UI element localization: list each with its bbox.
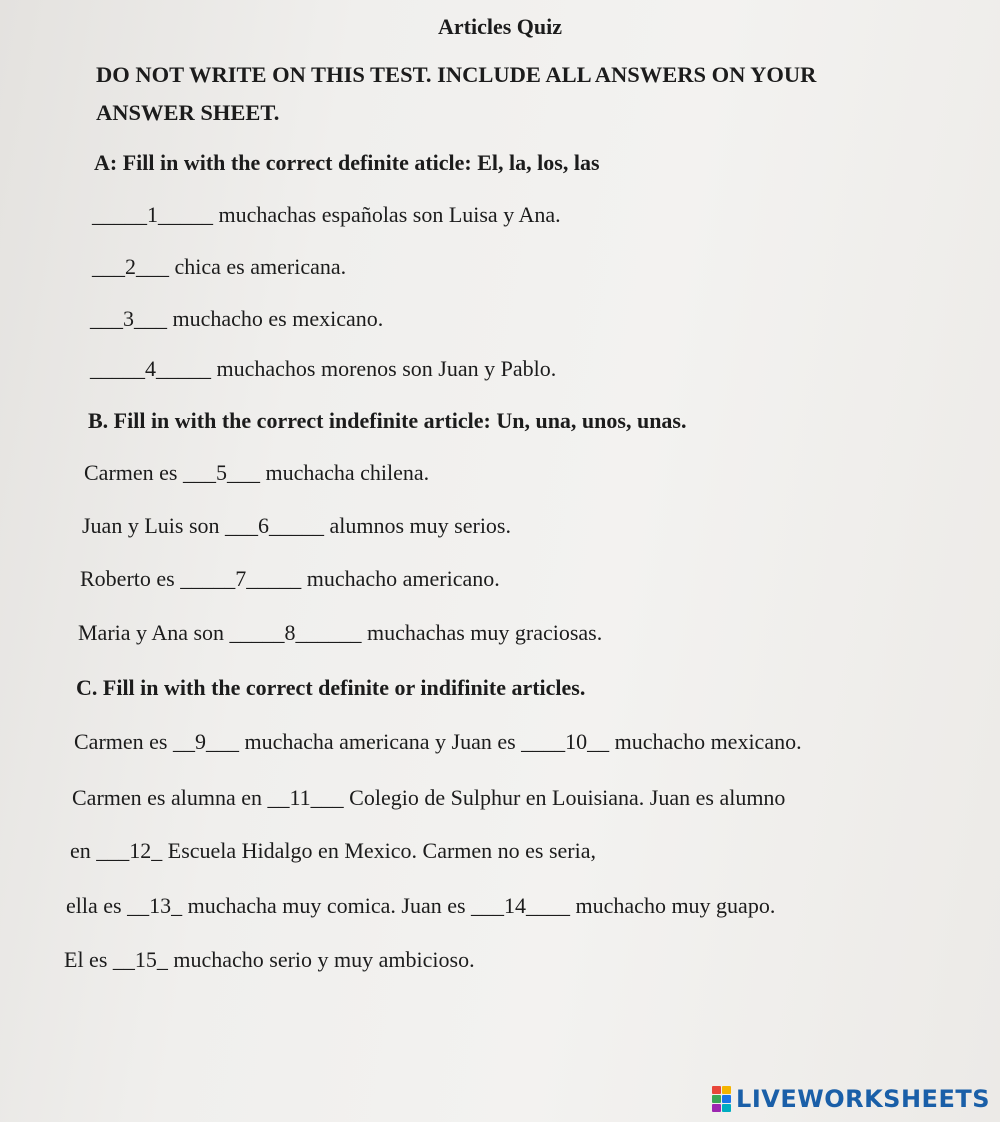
answer-blank-5: ___5___ <box>182 460 260 485</box>
section-c-line-4: ella es __13_ muchacha muy comica. Juan es ___14____ muchacho muy guapo. <box>66 893 776 918</box>
section-b-item-8 <box>78 620 602 646</box>
answer-blank-8: _____8______ <box>229 620 362 645</box>
section-c-line-5: El es __15_ muchacho serio y muy ambicioso. <box>64 947 475 972</box>
section-a-item-2 <box>92 254 346 280</box>
answer-blank-4: _____4_____ <box>90 356 211 381</box>
item-prefix: Maria y Ana son <box>78 620 230 645</box>
page-title: Articles Quiz <box>437 14 563 39</box>
item-text: muchachas muy graciosas. <box>361 620 603 645</box>
section-a-item-4 <box>90 356 556 382</box>
section-c-line-3: en ___12_ Escuela Hidalgo en Mexico. Carmen no es seria, <box>70 838 597 863</box>
answer-blank-7: _____7_____ <box>180 566 302 591</box>
answer-blank-2: ___2___ <box>92 254 169 279</box>
item-text: muchacho americano. <box>301 566 500 591</box>
section-a-item-1 <box>92 202 561 228</box>
section-c-line-2: Carmen es alumna en __11___ Colegio de Sulphur en Louisiana. Juan es alumno <box>72 785 786 810</box>
item-text: muchacho es mexicano. <box>167 306 384 331</box>
item-text: chica es americana. <box>169 254 347 279</box>
section-a-item-3 <box>90 306 383 332</box>
section-b-item-5 <box>84 460 429 486</box>
item-text: alumnos muy serios. <box>324 513 511 538</box>
logo-square <box>712 1086 721 1094</box>
section-c-line-1: Carmen es __9___ muchacha americana y Juan es ____10__ muchacho mexicano. <box>74 729 802 754</box>
logo-icon <box>712 1086 732 1112</box>
answer-blank-1: _____1_____ <box>92 202 213 227</box>
item-prefix: Roberto es <box>80 566 181 591</box>
item-prefix: Carmen es <box>84 460 183 485</box>
section-b-item-7 <box>80 566 500 592</box>
logo-square <box>722 1095 731 1103</box>
liveworksheets-logo <box>712 1084 990 1114</box>
section-c-heading: C. Fill in with the correct definite or indifinite articles. <box>76 675 586 700</box>
section-a-heading: A: Fill in with the correct definite aticle: El, la, los, las <box>94 150 600 175</box>
instructions-line-2: ANSWER SHEET. <box>96 100 280 125</box>
item-text: muchachas españolas son Luisa y Ana. <box>213 202 561 227</box>
item-text: muchacha chilena. <box>259 460 430 485</box>
logo-square <box>722 1104 731 1112</box>
answer-blank-6: ___6_____ <box>225 513 324 538</box>
answer-blank-3: ___3___ <box>90 306 167 331</box>
item-text: muchachos morenos son Juan y Pablo. <box>211 356 557 381</box>
logo-text: LIVEWORKSHEETS <box>736 1085 990 1113</box>
logo-square <box>712 1104 721 1112</box>
logo-square <box>712 1095 721 1103</box>
section-b-heading: B. Fill in with the correct indefinite article: Un, una, unos, unas. <box>88 408 687 433</box>
instructions-line-1: DO NOT WRITE ON THIS TEST. INCLUDE ALL ANSWERS ON YOUR <box>96 62 817 87</box>
section-b-item-6 <box>82 513 511 539</box>
logo-square <box>722 1086 731 1094</box>
item-prefix: Juan y Luis son <box>82 513 225 538</box>
